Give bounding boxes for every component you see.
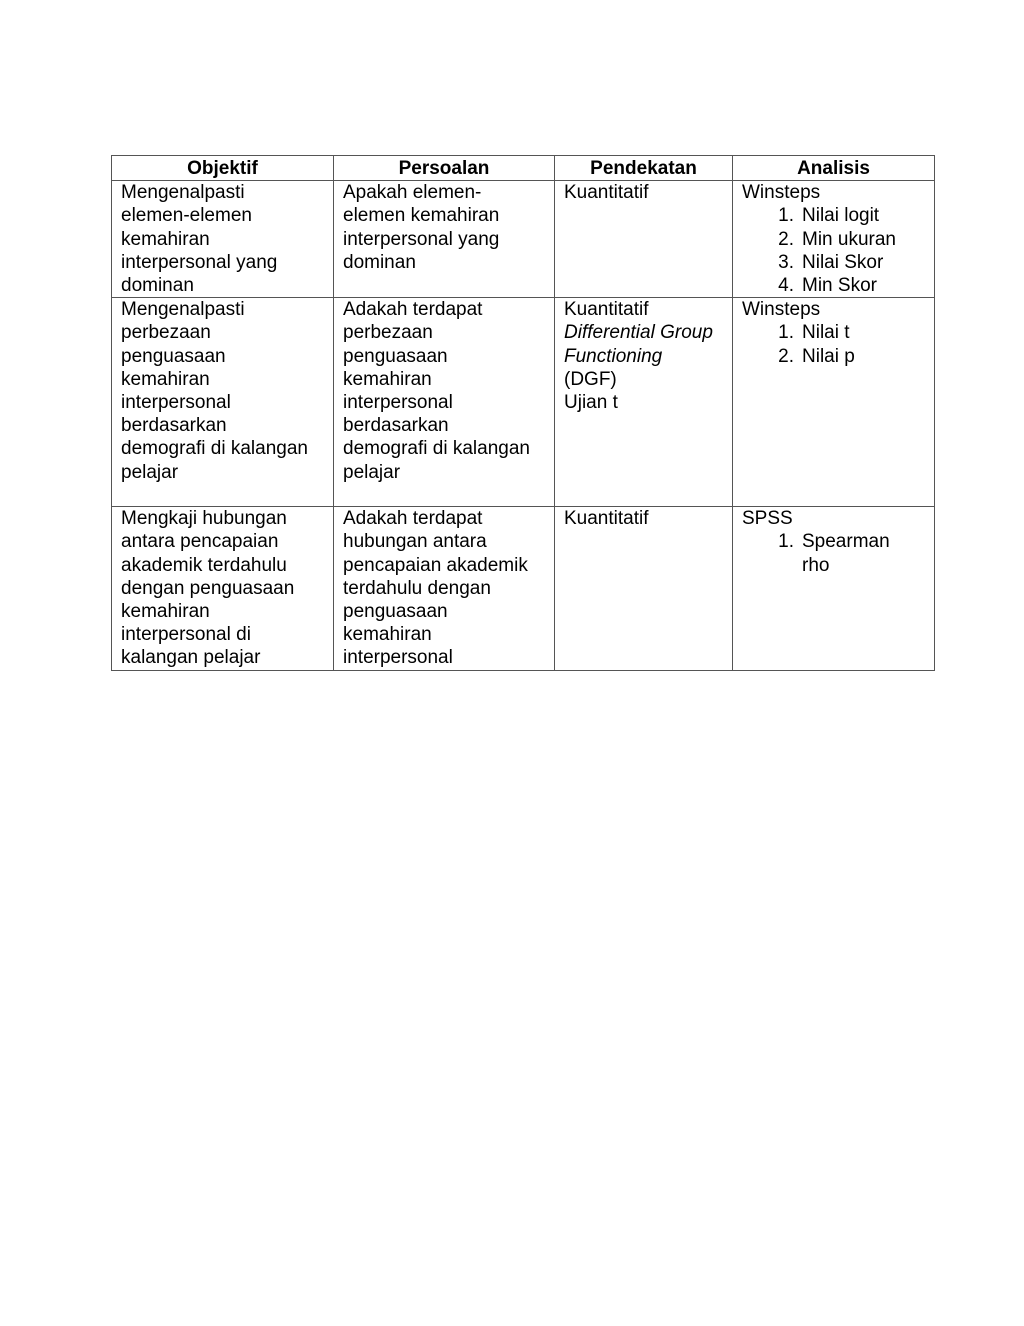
- objektif-cell: [112, 507, 334, 670]
- persoalan-cell: [334, 181, 555, 298]
- pendekatan-method: Kuantitatif: [564, 508, 649, 530]
- list-item-text: Min ukuran: [802, 228, 896, 250]
- persoalan-cell: [334, 507, 555, 670]
- analysis-list: [742, 321, 930, 367]
- list-item-text: Min Skor: [802, 275, 877, 297]
- table-row: [112, 298, 935, 507]
- list-item: 2. Nilai p: [742, 345, 930, 368]
- analysis-tool: SPSS: [742, 508, 793, 530]
- pendekatan-method: Kuantitatif: [564, 299, 649, 321]
- persoalan-cell: [334, 298, 555, 507]
- persoalan-text: Adakah terdapat hubungan antara pencapaian akademik terdahulu dengan penguasaan kemahiran interpersonal: [343, 508, 528, 669]
- header-pendekatan: Pendekatan: [555, 156, 733, 181]
- list-item: 1. Nilai logit: [742, 204, 930, 227]
- persoalan-text: Adakah terdapat perbezaan penguasaan kemahiran interpersonal berdasarkan demografi di kalangan pelajar: [343, 299, 530, 483]
- list-item: 1. Spearman rho: [742, 530, 930, 576]
- list-item-text: Spearman rho: [802, 531, 890, 576]
- pendekatan-abbreviation: (DGF): [564, 368, 617, 390]
- list-item: 3. Nilai Skor: [742, 251, 930, 274]
- list-item-text: Nilai Skor: [802, 251, 884, 273]
- objektif-text: Mengkaji hubungan antara pencapaian akademik terdahulu dengan penguasaan kemahiran interpersonal di kalangan pelajar: [121, 508, 295, 669]
- list-item: 1. Nilai t: [742, 321, 930, 344]
- list-item-text: Nilai p: [802, 345, 855, 367]
- pendekatan-cell: [555, 181, 733, 298]
- table-header-row: [112, 156, 935, 181]
- analysis-tool: Winsteps: [742, 182, 821, 204]
- objektif-text: Mengenalpasti perbezaan penguasaan kemahiran interpersonal berdasarkan demografi di kalangan pelajar: [121, 299, 308, 483]
- analysis-list: [742, 530, 930, 576]
- objektif-cell: [112, 181, 334, 298]
- objektif-text: Mengenalpasti elemen-elemen kemahiran interpersonal yang dominan: [121, 182, 278, 297]
- analisis-cell: [733, 181, 935, 298]
- objektif-cell: [112, 298, 334, 507]
- persoalan-text: Apakah elemen- elemen kemahiran interpersonal yang dominan: [343, 182, 500, 273]
- pendekatan-technique: Differential Group Functioning: [564, 322, 713, 367]
- pendekatan-cell: [555, 298, 733, 507]
- list-item-text: Nilai t: [802, 322, 850, 344]
- header-analisis: Analisis: [733, 156, 935, 181]
- list-item-text: Nilai logit: [802, 205, 880, 227]
- analysis-tool: Winsteps: [742, 299, 821, 321]
- analisis-cell: [733, 507, 935, 670]
- analisis-cell: [733, 298, 935, 507]
- research-table: [111, 155, 935, 671]
- list-item: 2. Min ukuran: [742, 228, 930, 251]
- analysis-list: [742, 204, 930, 297]
- pendekatan-test: Ujian t: [564, 392, 618, 414]
- table-row: [112, 507, 935, 670]
- header-objektif: Objektif: [112, 156, 334, 181]
- pendekatan-cell: [555, 507, 733, 670]
- header-persoalan: Persoalan: [334, 156, 555, 181]
- list-item: 4. Min Skor: [742, 274, 930, 297]
- table-row: [112, 181, 935, 298]
- pendekatan-method: Kuantitatif: [564, 182, 649, 204]
